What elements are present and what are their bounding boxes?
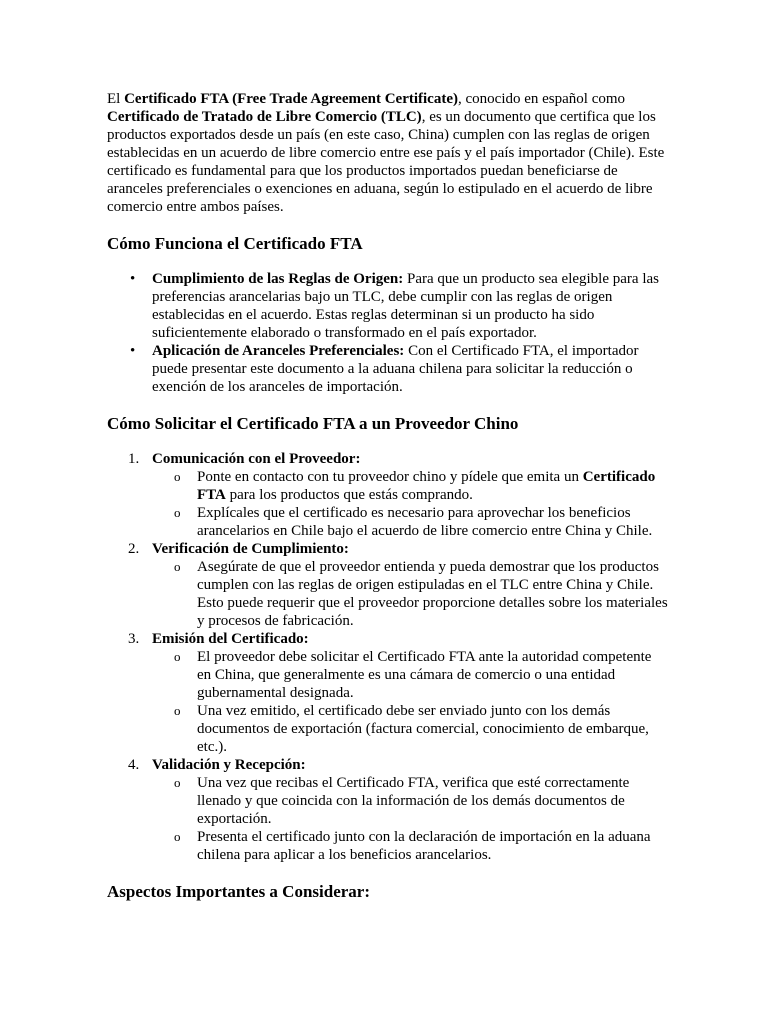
step-item bbox=[128, 756, 668, 864]
list-item bbox=[152, 342, 668, 396]
sub-list-item bbox=[197, 828, 668, 864]
intro-paragraph bbox=[107, 90, 668, 216]
step-number: 1. bbox=[128, 451, 140, 467]
sub-item-text: Ponte en contacto con tu proveedor chino y pídele que emita un bbox=[197, 469, 583, 485]
sub-item-bold: Certificado FTA bbox=[197, 469, 656, 503]
sub-list-item bbox=[197, 558, 668, 630]
step-item bbox=[128, 540, 668, 630]
sub-item-text: Explícales que el certificado es necesario para aprovechar los beneficios arancelarios en Chile bajo el acuerdo de libre comercio entre China y Chile. bbox=[197, 505, 653, 539]
sub-item-text: Asegúrate de que el proveedor entienda y pueda demostrar que los productos cumplen con las reglas de origen estipuladas en el TLC entre China y Chile. Esto puede requerir que el proveedor proporcione detalles sobre los materiales y procesos de fabricación. bbox=[197, 559, 668, 629]
step-number: 2. bbox=[128, 541, 140, 557]
sub-item-text: El proveedor debe solicitar el Certificado FTA ante la autoridad competente en China, que generalmente es una cámara de comercio o una entidad gubernamental designada. bbox=[197, 649, 652, 701]
sub-item-text: para los productos que estás comprando. bbox=[225, 487, 473, 503]
step-title: Comunicación con el Proveedor: bbox=[152, 451, 361, 467]
intro-text-2: , conocido en español como bbox=[458, 91, 626, 107]
step-number: 3. bbox=[128, 631, 140, 647]
numbered-steps-list bbox=[107, 450, 668, 864]
intro-bold-fta: Certificado FTA (Free Trade Agreement Certificate) bbox=[124, 91, 458, 107]
step-number: 4. bbox=[128, 757, 140, 773]
list-item-label: Aplicación de Aranceles Preferenciales: bbox=[152, 343, 405, 359]
list-item-label: Cumplimiento de las Reglas de Origen: bbox=[152, 271, 404, 287]
intro-text-3: , es un documento que certifica que los productos exportados desde un país (en este caso, China) cumplen con las reglas de origen establecidas en un acuerdo de libre comercio entre ese país y el país importador (Chile). Este certificado es fundamental para que los productos importados puedan beneficiarse de aranceles preferenciales o exenciones en aduana, según lo estipulado en el acuerdo de libre comercio entre ambos países. bbox=[107, 109, 665, 215]
list-item-text: Con el Certificado FTA, el importador puede presentar este documento a la aduana chilena para solicitar la reducción o exención de los aranceles de importación. bbox=[152, 343, 639, 395]
sub-list bbox=[152, 558, 668, 630]
sub-list-item bbox=[197, 504, 668, 540]
list-item-text: Para que un producto sea elegible para las preferencias arancelarias bajo un TLC, debe cumplir con las reglas de origen establecidas en el acuerdo. Estas reglas determinan si un producto ha sido suficientemente elaborado o transformado en el país exportador. bbox=[152, 271, 659, 341]
step-item bbox=[128, 630, 668, 756]
step-title: Emisión del Certificado: bbox=[152, 631, 309, 647]
step-item bbox=[128, 450, 668, 540]
sub-list bbox=[152, 468, 668, 540]
step-title: Validación y Recepción: bbox=[152, 757, 306, 773]
sub-list bbox=[152, 648, 668, 756]
intro-bold-tlc: Certificado de Tratado de Libre Comercio (TLC) bbox=[107, 109, 422, 125]
list-item bbox=[152, 270, 668, 342]
section-heading-how-to-request: Cómo Solicitar el Certificado FTA a un Proveedor Chino bbox=[107, 414, 519, 433]
sub-list-item bbox=[197, 468, 668, 504]
section-heading-how-it-works: Cómo Funciona el Certificado FTA bbox=[107, 234, 363, 253]
sub-item-text: Una vez emitido, el certificado debe ser enviado junto con los demás documentos de exportación (factura comercial, conocimiento de embarque, etc.). bbox=[197, 703, 649, 755]
sub-list bbox=[152, 774, 668, 864]
section-heading-important-aspects: Aspectos Importantes a Considerar: bbox=[107, 882, 371, 901]
sub-list-item bbox=[197, 648, 668, 702]
sub-list-item bbox=[197, 702, 668, 756]
bullet-list bbox=[107, 270, 668, 396]
sub-item-text: Presenta el certificado junto con la declaración de importación en la aduana chilena para aplicar a los beneficios arancelarios. bbox=[197, 829, 651, 863]
sub-item-text: Una vez que recibas el Certificado FTA, verifica que esté correctamente llenado y que coincida con la información de los demás documentos de exportación. bbox=[197, 775, 630, 827]
step-title: Verificación de Cumplimiento: bbox=[152, 541, 349, 557]
intro-text-1: El bbox=[107, 91, 125, 107]
sub-list-item bbox=[197, 774, 668, 828]
